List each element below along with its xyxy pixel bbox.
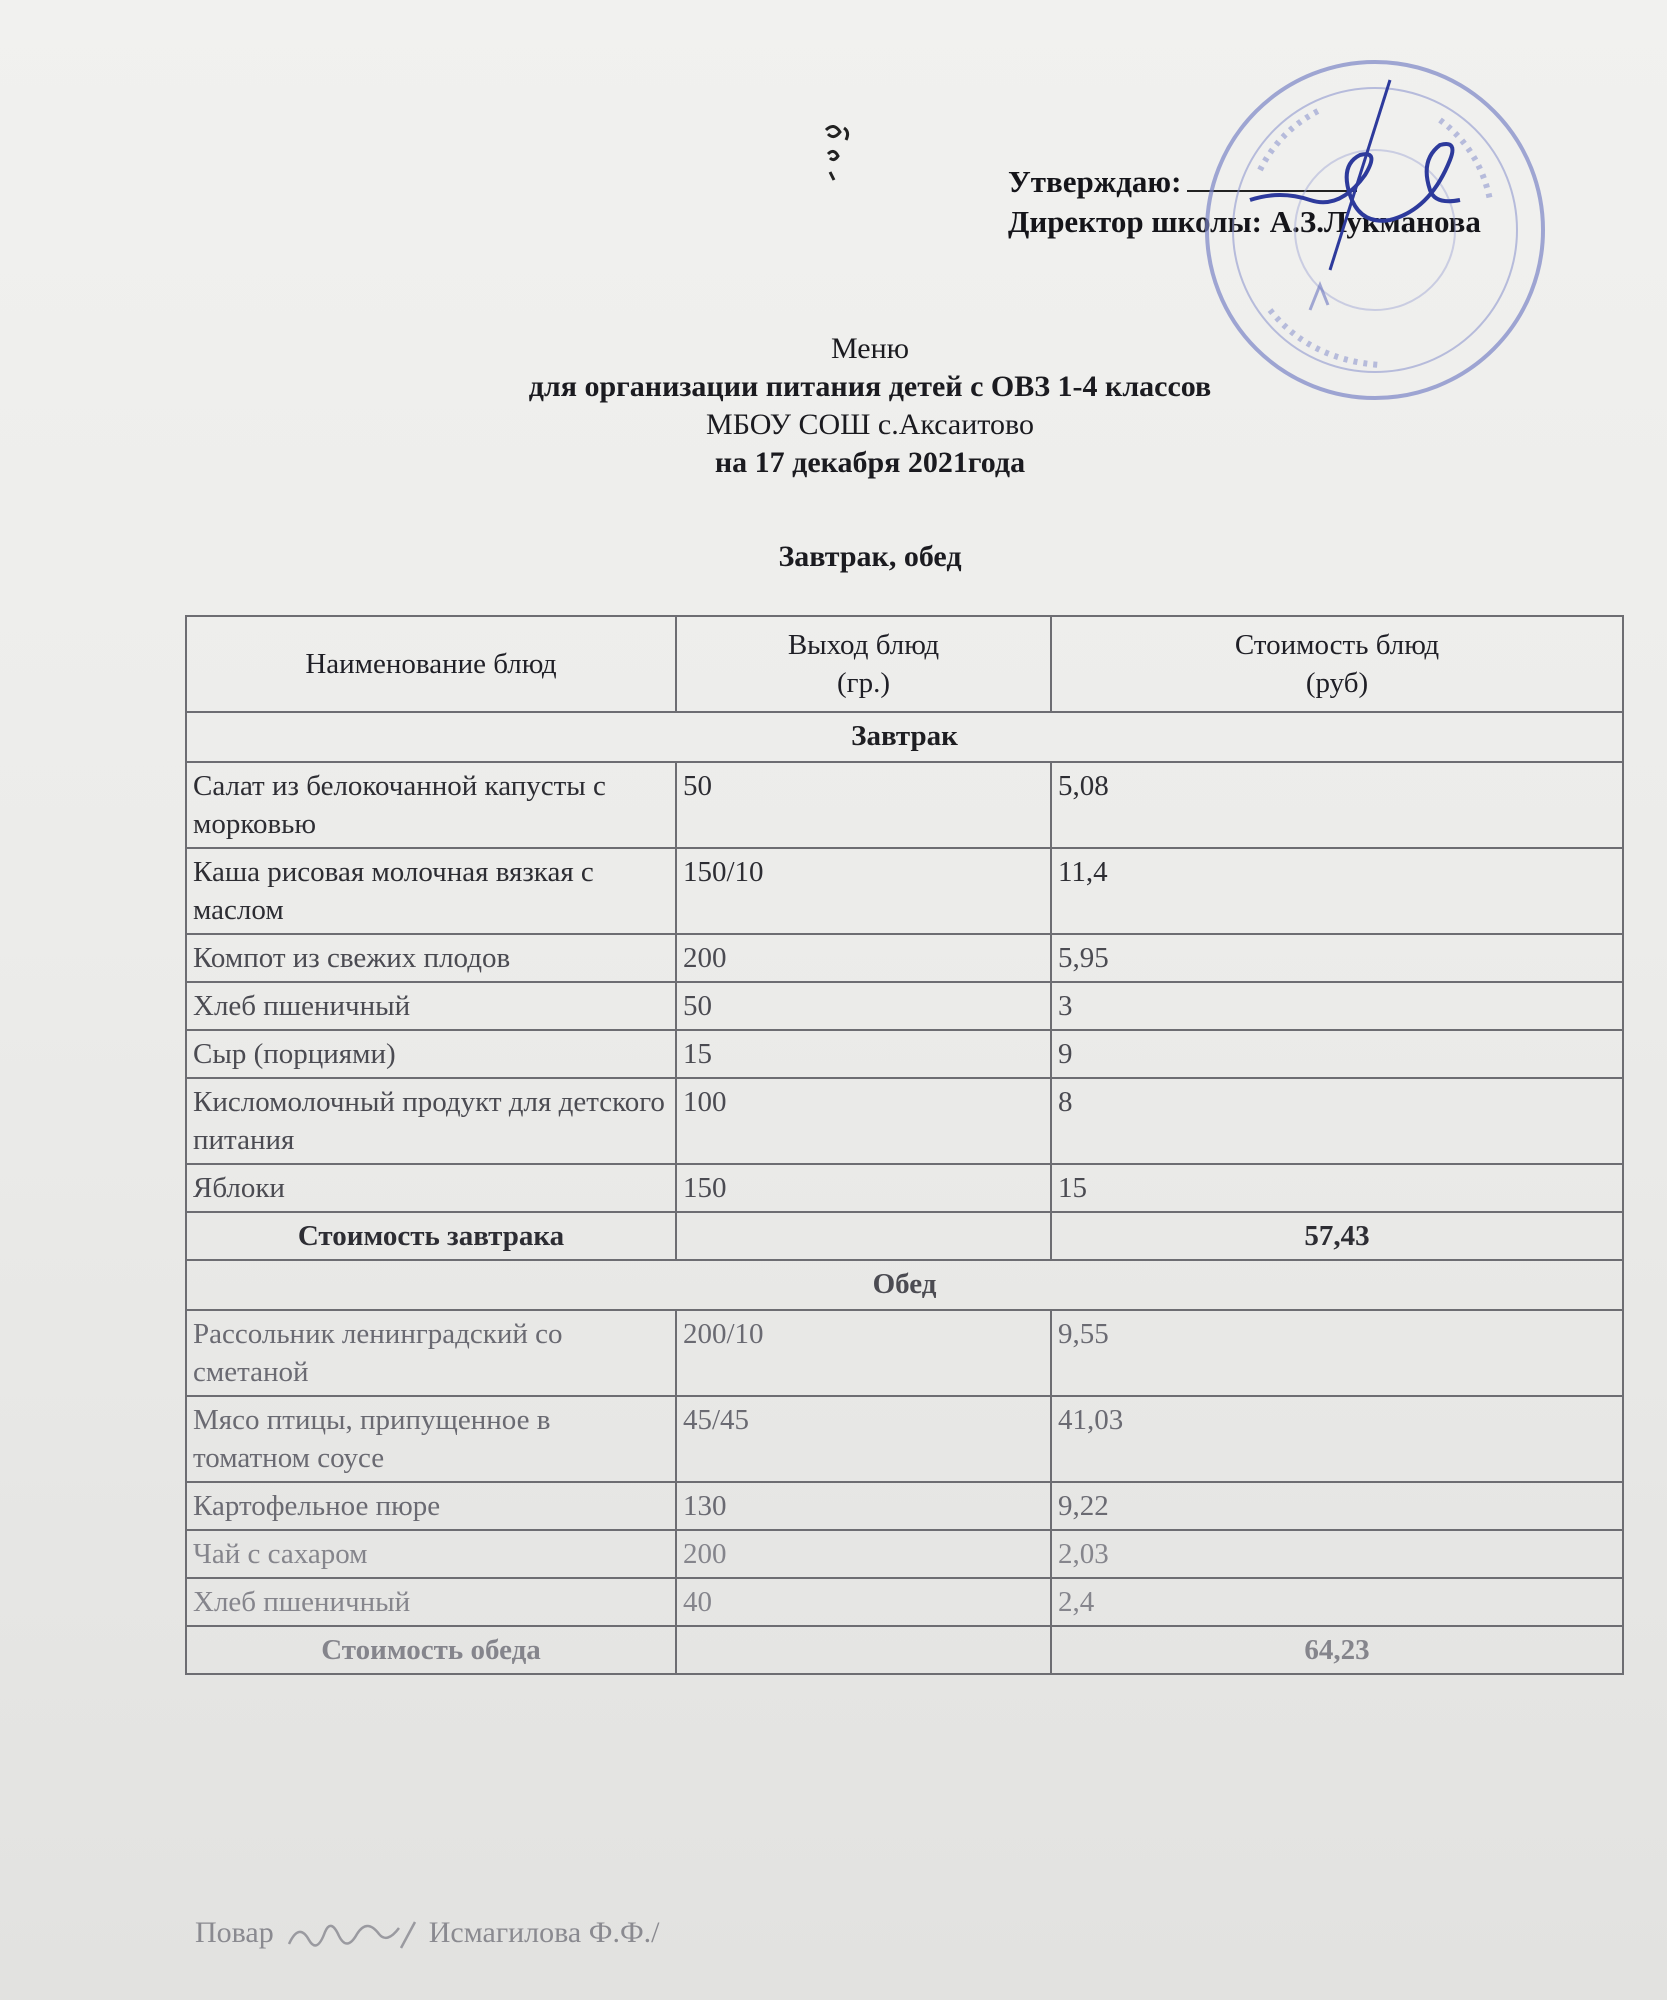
lunch-total-label: Стоимость обеда	[186, 1626, 676, 1674]
lunch-total-value: 64,23	[1051, 1626, 1623, 1674]
table-row: Чай с сахаром 200 2,03	[186, 1530, 1623, 1578]
menu-table	[185, 615, 1624, 1675]
table-row: Каша рисовая молочная вязкая с маслом 150/10 11,4	[186, 848, 1623, 934]
lunch-total-row	[186, 1626, 1623, 1674]
approval-line: Утверждаю:	[1008, 162, 1481, 202]
table-row: Кисломолочный продукт для детского питания 100 8	[186, 1078, 1623, 1164]
column-header-yield: Выход блюд (гр.)	[676, 616, 1051, 712]
table-row: Сыр (порциями) 15 9	[186, 1030, 1623, 1078]
cook-label: Повар	[195, 1916, 274, 1949]
column-header-cost: Стоимость блюд (руб)	[1051, 616, 1623, 712]
column-header-name: Наименование блюд	[186, 616, 676, 712]
meal-heading: Завтрак, обед	[778, 540, 962, 573]
cook-name: Исмагилова Ф.Ф./	[428, 1916, 660, 1949]
cook-signature-line	[195, 1916, 659, 1952]
table-row: Компот из свежих плодов 200 5,95	[186, 934, 1623, 982]
table-header-row	[186, 616, 1623, 712]
table-row: Рассольник ленинградский со сметаной 200/10 9,55	[186, 1310, 1623, 1396]
breakfast-total-value: 57,43	[1051, 1212, 1623, 1260]
table-row: Яблоки 150 15	[186, 1164, 1623, 1212]
title-line-2: для организации питания детей с ОВЗ 1-4 классов	[528, 370, 1212, 403]
section-row-breakfast: Завтрак	[186, 712, 1623, 762]
section-row-lunch: Обед	[186, 1260, 1623, 1310]
table-row: Мясо птицы, припущенное в томатном соусе 45/45 41,03	[186, 1396, 1623, 1482]
breakfast-total-label: Стоимость завтрака	[186, 1212, 676, 1260]
document-title	[300, 330, 1440, 482]
title-line-3: МБОУ СОШ с.Аксаитово	[706, 408, 1034, 441]
handwritten-signature	[281, 1918, 421, 1952]
title-line-1: Меню	[830, 332, 910, 365]
title-line-4: на 17 декабря 2021года	[714, 446, 1026, 479]
breakfast-total-row	[186, 1212, 1623, 1260]
table-row: Хлеб пшеничный 40 2,4	[186, 1578, 1623, 1626]
table-row: Картофельное пюре 130 9,22	[186, 1482, 1623, 1530]
table-row: Хлеб пшеничный 50 3	[186, 982, 1623, 1030]
table-row: Салат из белокочанной капусты с морковью 50 5,08	[186, 762, 1623, 848]
director-line: Директор школы: А.З.Лукманова	[1008, 204, 1481, 239]
handwritten-mark	[820, 120, 860, 190]
